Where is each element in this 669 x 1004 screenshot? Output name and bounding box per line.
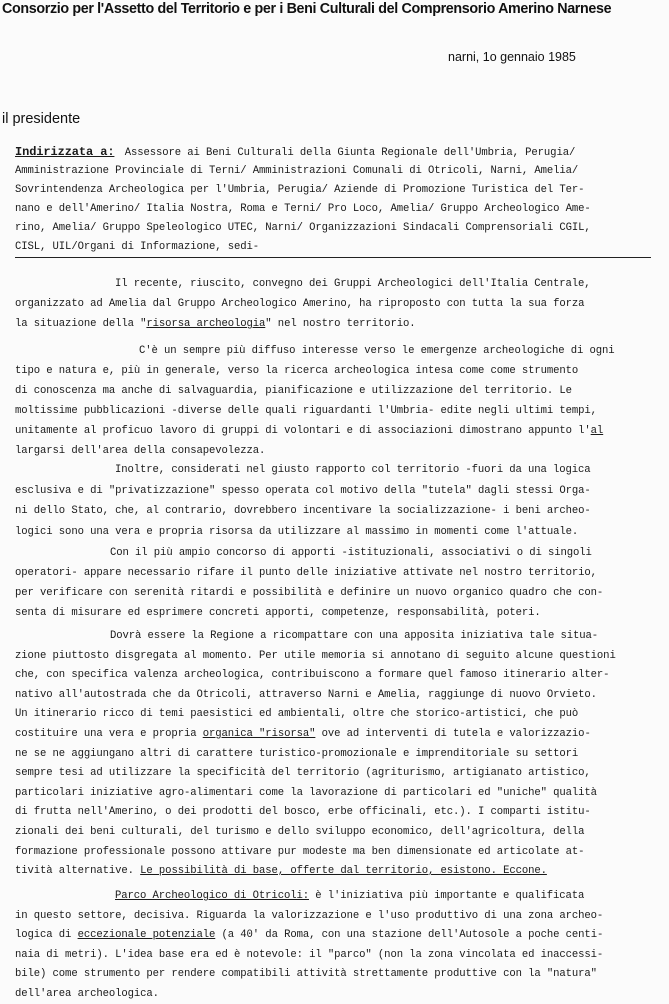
p5-line-9: di frutta nell'Amerino, o dei prodotti del bosco, erbe officinali, etc.). I comparti istitu-	[15, 806, 591, 819]
p1-line-0: Il recente, riuscito, convegno dei Gruppi Archeologici dell'Italia Centrale,	[115, 278, 591, 290]
p5-line-1: zione piuttosto disgregata al momento. Per utile memoria si annotano di seguito alcune questioni	[15, 649, 616, 662]
p5-line-10: zionali dei beni culturali, del turismo e dello sviluppo economico, dell'agricoltura, della	[15, 826, 585, 838]
underlined-phrase: eccezionale potenziale	[77, 929, 216, 942]
text-segment: è l'iniziativa più importante e qualificata	[308, 890, 585, 902]
p5-line-4: Un itinerario ricco di temi paesistici ed ambientali, oltre che storico-artistici, che può	[15, 708, 579, 721]
p3-line-0: Inoltre, considerati nel giusto rapporto col territorio -fuori da una logica	[115, 464, 591, 476]
p4-line-0: Con il più ampio concorso di apporti -istituzionali, associativi o di singoli	[110, 547, 592, 559]
p1-line-2	[15, 314, 415, 334]
dateline: narni, 1o gennaio 1985	[448, 50, 576, 64]
text-segment: logica di	[15, 929, 78, 942]
p6-line-4: bile) come strumento per rendere compatibili attività strettamente produttive con la "natura"	[15, 968, 597, 981]
addressee-line-3: nano e dell'Amerino/ Italia Nostra, Roma e Terni/ Pro Loco, Amelia/ Gruppo Archeologico Ame-	[15, 203, 591, 215]
text-segment: " nel nostro territorio.	[265, 318, 416, 330]
p5-line-3: nativo all'autostrada che da Otricoli, attraverso Narni e Amelia, raggiunge di nuovo Orvieto.	[15, 688, 597, 701]
p2-line-5: largarsi dell'area della consapevolezza.	[15, 445, 266, 457]
text-segment: costituire una vera e propria	[15, 728, 203, 740]
p5-line-5	[15, 724, 591, 744]
underlined-phrase: al	[590, 425, 604, 437]
p3-line-2: ni dello Stato, che, al contrario, dovrebbero incentivare la socializzazione- i beni archeo-	[15, 505, 591, 517]
p5-line-6: ne se ne aggiungano altri di carattere turistico-promozionale e imprenditoriale su settori	[15, 747, 579, 760]
p2-line-0: C'è un sempre più diffuso interesse verso le emergenze archeologiche di ogni	[139, 345, 615, 357]
p2-line-4	[15, 421, 603, 441]
p5-line-7: sempre tesi ad utilizzare la specificità del territorio (agriturismo, artigianato artistico,	[15, 767, 591, 780]
letterhead: Consorzio per l'Assetto del Territorio e per i Beni Culturali del Comprensorio Amerino Narnese	[2, 1, 612, 17]
p6-line-1: in questo settore, decisiva. Riguarda la valorizzazione e l'uso produttivo di una zona archeo-	[15, 909, 604, 922]
p2-line-2: di conoscenza ma anche di salvaguardia, pianificazione e utilizzazione del territorio. Le	[15, 385, 572, 397]
text-segment: unitamente al proficuo lavoro di gruppi di volontari e di associazioni dimostrano appunto l'	[15, 425, 591, 437]
underlined-phrase: organica "risorsa"	[202, 728, 316, 740]
p5-line-8: particolari iniziative agro-alimentari come la lavorazione di particolari ed "uniche" qualità	[15, 786, 597, 799]
underlined-phrase: risorsa archeologia	[146, 318, 266, 330]
p5-line-11: formazione professionale possono attivare pur modeste ma ben dimensionate ed articolate at-	[15, 845, 585, 858]
text-segment: la situazione della "	[15, 318, 147, 330]
p6-line-3: naia di metri). L'idea base era ed è notevole: il "parco" (non la zona vincolata ed inaccessi-	[15, 948, 604, 961]
addressee-line-4: rino, Amelia/ Gruppo Speleologico UTEC, Narni/ Organizzazioni Sindacali Comprensoriali CGIL,	[15, 222, 591, 234]
p5-line-12	[15, 861, 547, 881]
text-segment: (a 40' da Roma, con una stazione dell'Autosole a poche centi-	[215, 929, 604, 942]
text-segment: tività alternative.	[15, 865, 141, 878]
signer-title: il presidente	[2, 111, 81, 127]
addressee-underline	[15, 257, 651, 258]
p4-line-3: senta di misurare ed esprimere concreti apporti, competenze, responsabilità, poteri.	[15, 607, 541, 619]
text-segment: ove ad interventi di tutela e valorizzazio-	[315, 728, 591, 740]
addressee-line-2: Sovrintendenza Archeologica per l'Umbria, Perugia/ Aziende di Promozione Turistica del Ter-	[15, 184, 585, 196]
underlined-phrase: Le possibilità di base, offerte dal territorio, esistono. Eccone.	[140, 865, 547, 878]
p5-line-2: che, con specifica valenza archeologica, contribuiscono a formare quel famoso itinerario alter-	[15, 669, 610, 682]
p3-line-1: esclusiva e di "privatizzazione" spesso operata col motivo della "tutela" dagli stessi Orga-	[15, 484, 591, 497]
addressee-line-1: Amministrazione Provinciale di Terni/ Amministrazioni Comunali di Otricoli, Narni, Amelia/	[15, 165, 579, 177]
addressee-line-5: CISL, UIL/Organi di Informazione, sedi-	[15, 241, 260, 253]
p4-line-2: per verificare con serenità ritardi e possibilità e definire un nuovo organico quadro che con-	[15, 587, 604, 599]
p5-line-0: Dovrà essere la Regione a ricompattare con una apposita iniziativa tale situa-	[110, 630, 599, 642]
p2-line-3: moltissime pubblicazioni -diverse delle quali riguardanti l'Umbria- edite negli ultimi tempi,	[15, 405, 597, 417]
addressee-label: Indirizzata a:	[15, 145, 115, 159]
p6-line-5: dell'area archeologica.	[15, 988, 159, 1000]
p1-line-1: organizzato ad Amelia dal Gruppo Archeologico Amerino, ha riproposto con tutta la sua forza	[15, 298, 585, 310]
p3-line-3: logici sono una vera e propria risorsa da utilizzare al massimo in momenti come l'attuale.	[15, 525, 579, 538]
p6-line-0	[115, 886, 584, 906]
addressee-first-line	[15, 143, 575, 163]
underlined-phrase: Parco Archeologico di Otricoli:	[115, 890, 309, 902]
p2-line-1: tipo e natura e, più in generale, verso la ricerca archeologica intesa come come strumento	[15, 365, 579, 377]
p4-line-1: operatori- appare necessario rifare il punto delle iniziative attivate nel nostro territorio,	[15, 567, 597, 579]
p6-line-2	[15, 925, 603, 945]
addressee-line-0: Assessore ai Beni Culturali della Giunta Regionale dell'Umbria, Perugia/	[124, 147, 576, 159]
